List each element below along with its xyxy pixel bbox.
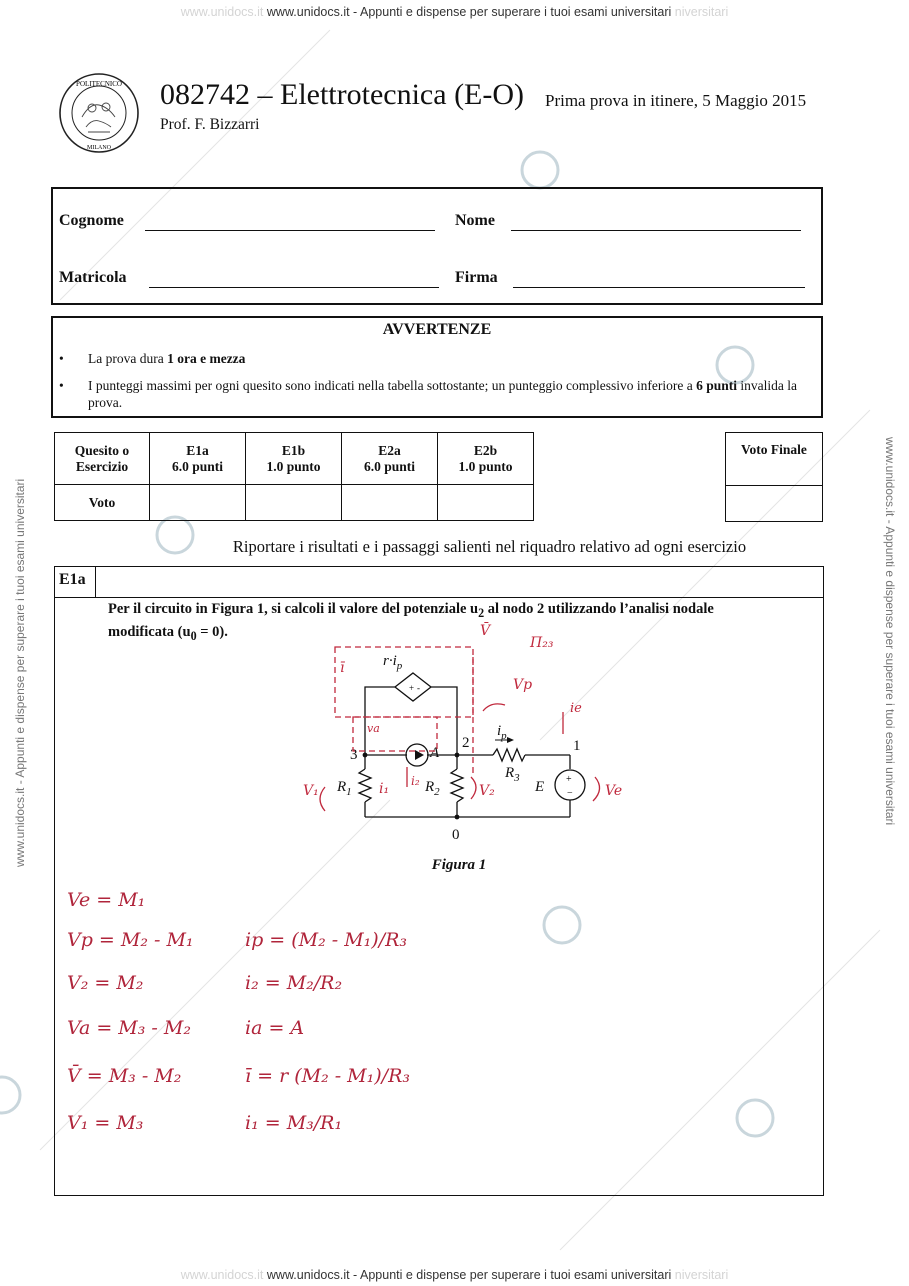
hand-eq-right-5: ī = r (M₂ - M₁)/R₃ <box>245 1065 410 1087</box>
label-ip: $i_p$ <box>497 723 507 742</box>
score-cell-e2a[interactable] <box>342 485 438 521</box>
svg-text:−: − <box>567 788 573 799</box>
annotation-i1: i₁ <box>379 781 390 797</box>
final-grade-label: Voto Finale <box>741 442 807 457</box>
exercise-id-cell <box>55 567 96 598</box>
label-node-1: 1 <box>573 738 581 754</box>
annotation-v1: V₁ <box>303 783 319 799</box>
exam-subtitle: Prima prova in itinere, 5 Maggio 2015 <box>545 91 807 110</box>
annotation-ie: ie <box>570 701 582 716</box>
label-controlled-source: $r\cdot i_p$ <box>383 653 403 672</box>
circuit-figure <box>295 617 655 847</box>
warning-score-text: I punteggi massimi per ogni quesito sono indicati nella tabella sottostante; un punteggio complessivo inferiore a <box>88 378 697 393</box>
warning-duration-text: La prova dura <box>88 351 168 366</box>
label-node-3: 3 <box>350 747 358 763</box>
score-col-e1b: E1b 1.0 punto <box>246 433 342 485</box>
label-current-source: A <box>430 745 440 761</box>
surname-label: Cognome <box>59 212 124 229</box>
name-label: Nome <box>455 212 495 229</box>
hand-eq-left-3: V₂ = M₂ <box>67 972 144 994</box>
score-cell-e2b[interactable] <box>438 485 534 521</box>
label-r3: $R_3$ <box>505 765 520 784</box>
watermark-faint-right: niversitari <box>674 1268 729 1282</box>
score-row-label: Voto <box>55 485 150 521</box>
side-watermark-left: www.unidocs.it - Appunti e dispense per superare i tuoi esami universitari <box>13 478 27 867</box>
exercise-box <box>54 566 824 1196</box>
side-watermark-right: www.unidocs.it - Appunti e dispense per superare i tuoi esami universitari <box>883 437 897 826</box>
warning-score-suffix: invalida la prova. <box>88 378 798 410</box>
watermark-faint-left: www.unidocs.it <box>180 5 264 19</box>
svg-text:-: - <box>417 683 420 693</box>
annotation-v-bar: V̄ <box>480 623 491 639</box>
annotation-i2: i₂ <box>411 774 420 788</box>
surname-field[interactable] <box>145 230 435 231</box>
label-node-0: 0 <box>452 827 460 843</box>
score-header-label: Quesito o Esercizio <box>55 433 150 485</box>
student-info-box <box>51 187 823 305</box>
annotation-vp: Vp <box>513 677 533 693</box>
label-node-2: 2 <box>462 735 470 751</box>
watermark-faint-left: www.unidocs.it <box>180 1268 264 1282</box>
hand-eq-right-4: ia = A <box>245 1017 305 1039</box>
id-field[interactable] <box>149 287 439 288</box>
course-title: 082742 – Elettrotecnica (E-O) <box>160 78 525 111</box>
hand-eq-right-2: ip = (M₂ - M₁)/R₃ <box>245 929 408 951</box>
warning-duration-bold: 1 ora e mezza <box>167 351 246 366</box>
score-table <box>54 432 534 521</box>
annotation-pi23: Π₂₃ <box>530 635 554 651</box>
watermark-text: www.unidocs.it - Appunti e dispense per superare i tuoi esami universitari <box>266 1268 672 1282</box>
problem-statement: Per il circuito in Figura 1, si calcoli il valore del potenziale $u_2$ al nodo 2 utilizzando l’analisi nodale modificata $(u_0 = 0)$. <box>108 601 714 643</box>
score-cell-e1a[interactable] <box>150 485 246 521</box>
watermark-bottom <box>0 1268 909 1282</box>
svg-text:+: + <box>566 774 572 785</box>
warnings-title: AVVERTENZE <box>382 321 492 338</box>
score-col-e1a: E1a 6.0 punti <box>150 433 246 485</box>
logo-text-bottom: MILANO <box>87 145 111 151</box>
score-cell-e1b[interactable] <box>246 485 342 521</box>
annotation-va: va <box>367 722 380 735</box>
signature-label: Firma <box>455 269 498 286</box>
warning-score-bold: 6 punti <box>696 378 738 393</box>
annotation-i-bar: ī <box>340 660 345 676</box>
instruction-text: Riportare i risultati e i passaggi salienti nel riquadro relativo ad ogni esercizio <box>232 537 747 556</box>
id-label: Matricola <box>59 269 127 286</box>
annotation-v2: V₂ <box>479 783 495 799</box>
hand-eq-left-6: V₁ = M₃ <box>67 1112 144 1134</box>
final-grade-box <box>725 432 823 522</box>
hand-eq-left-4: Va = M₃ - M₂ <box>67 1017 191 1039</box>
hand-eq-left-5: V̄ = M₃ - M₂ <box>67 1065 182 1087</box>
warnings-box <box>51 316 823 418</box>
signature-field[interactable] <box>513 287 805 288</box>
label-e: E <box>535 779 545 795</box>
watermark-faint-right: niversitari <box>674 5 729 19</box>
svg-text:+: + <box>409 683 415 693</box>
exercise-id: E1a <box>59 571 86 588</box>
bullet-icon: • <box>59 378 64 393</box>
hand-eq-left-1: Ve = M₁ <box>67 889 146 911</box>
score-col-e2a: E2a 6.0 punti <box>342 433 438 485</box>
hand-eq-left-2: Vp = M₂ - M₁ <box>67 929 194 951</box>
label-r2: $R_2$ <box>425 779 440 798</box>
bullet-icon: • <box>59 351 64 366</box>
professor-name: Prof. F. Bizzarri <box>160 116 260 133</box>
label-r1: $R_1$ <box>337 779 352 798</box>
score-col-e2b: E2b 1.0 punto <box>438 433 534 485</box>
name-field[interactable] <box>511 230 801 231</box>
university-seal-logo <box>58 72 140 154</box>
hand-eq-right-6: i₁ = M₃/R₁ <box>245 1112 343 1134</box>
watermark-text: www.unidocs.it - Appunti e dispense per superare i tuoi esami universitari <box>266 5 672 19</box>
figure-caption: Figura 1 <box>431 857 487 873</box>
hand-eq-right-3: i₂ = M₂/R₂ <box>245 972 343 994</box>
annotation-ve: Ve <box>605 783 623 799</box>
logo-text-top: POLITECNICO <box>76 80 122 88</box>
